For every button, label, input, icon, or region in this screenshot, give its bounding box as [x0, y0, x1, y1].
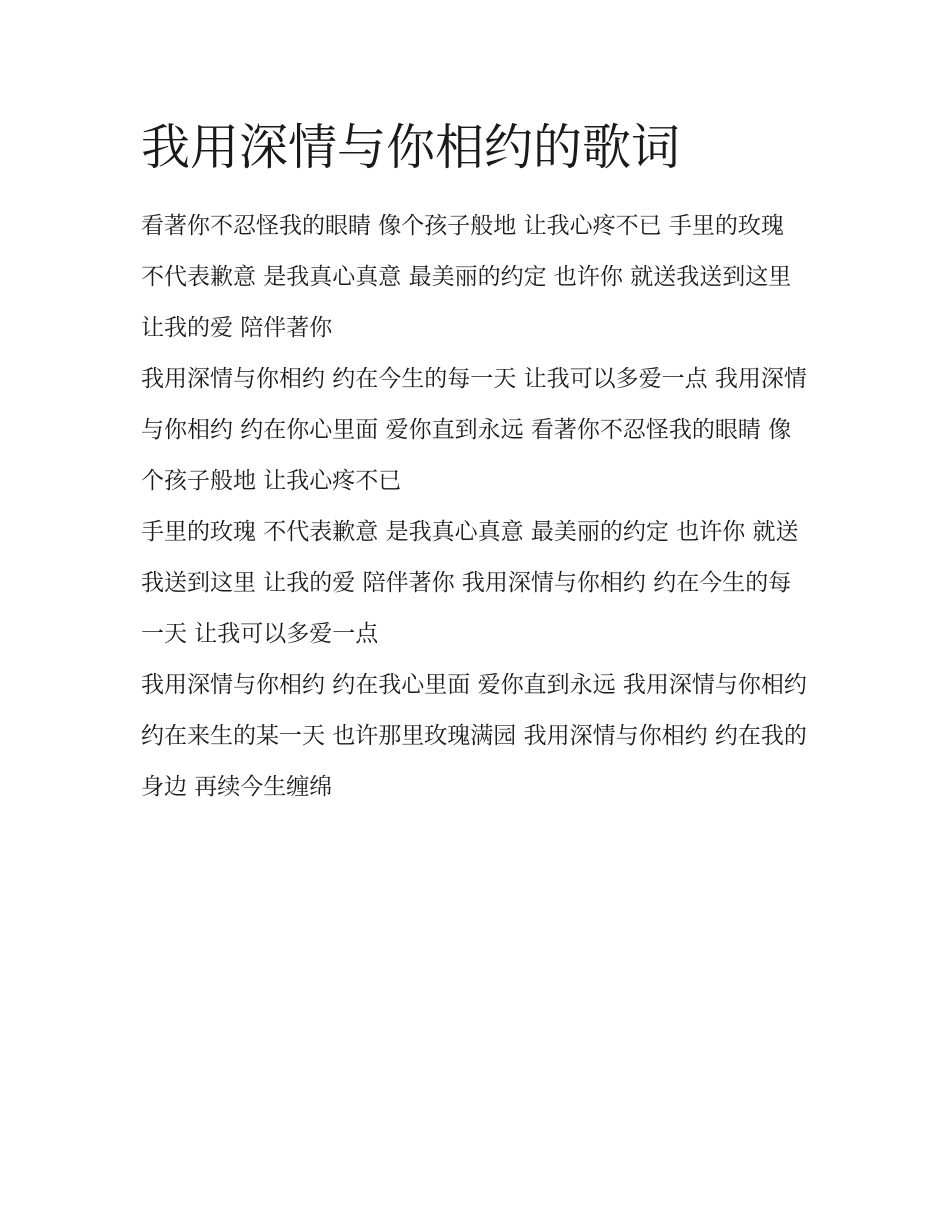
- document-title: 我用深情与你相约的歌词: [141, 119, 681, 176]
- lyrics-paragraph-2: 我用深情与你相约 约在今生的每一天 让我可以多爱一点 我用深情与你相约 约在你心里面 爱你直到永远 看著你不忍怪我的眼睛 像个孩子般地 让我心疼不已: [141, 366, 807, 494]
- lyrics-paragraph-1: 看著你不忍怪我的眼睛 像个孩子般地 让我心疼不已 手里的玫瑰 不代表歉意 是我真心真意 最美丽的约定 也许你 就送我送到这里 让我的爱 陪伴著你: [141, 213, 792, 341]
- lyrics-paragraph-3: 手里的玫瑰 不代表歉意 是我真心真意 最美丽的约定 也许你 就送我送到这里 让我的爱 陪伴著你 我用深情与你相约 约在今生的每一天 让我可以多爱一点: [141, 519, 799, 647]
- document-page: [141, 112, 811, 813]
- lyrics-paragraph-4: 我用深情与你相约 约在我心里面 爱你直到永远 我用深情与你相约 约在来生的某一天 也许那里玫瑰满园 我用深情与你相约 约在我的身边 再续今生缠绵: [141, 672, 807, 800]
